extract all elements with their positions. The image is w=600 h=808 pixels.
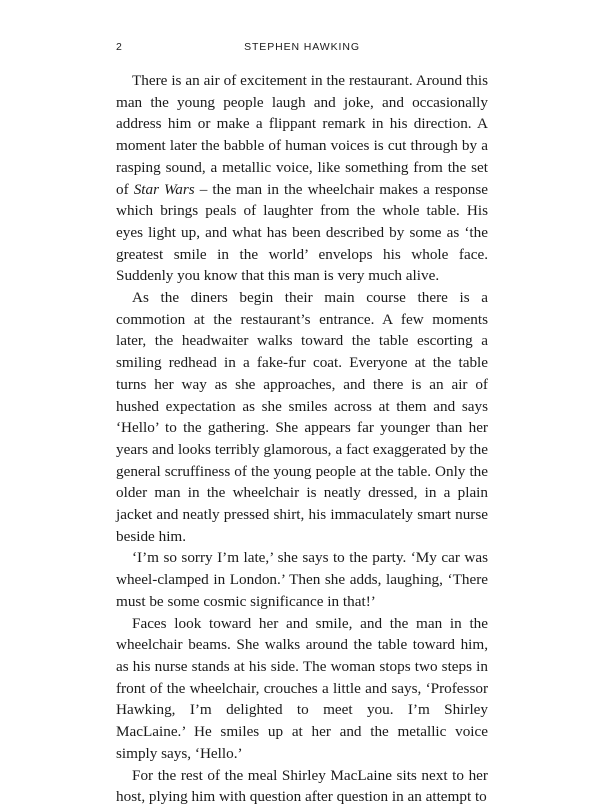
paragraph-1-text-b: – the man in the wheelchair makes a response which brings peals of laughter from the whole table. His eyes light up, and what has been described by some as ‘the greatest smile in the world’ envelops his whole face. Suddenly you know that this man is very much alive. xyxy=(116,180,488,285)
paragraph-3: ‘I’m so sorry I’m late,’ she says to the party. ‘My car was wheel-clamped in London.’ Then she adds, laughing, ‘There must be some cosmic significance in that!’ xyxy=(116,549,488,610)
paragraph-4: Faces look toward her and smile, and the man in the wheelchair beams. She walks around the table toward him, as his nurse stands at his side. The woman stops two steps in front of the wheelchair, crouches a little and says, ‘Professor Hawking, I’m delighted to meet you. I’m Shirley MacLaine.’ He smiles up at her and the metallic voice simply says, ‘Hello.’ xyxy=(116,614,488,762)
paragraph-1-text-a: There is an air of excitement in the restaurant. Around this man the young people laugh and joke, and occasionally address him or make a flippant remark in his direction. A moment later the babble of human voices is cut through by a rasping sound, a metallic voice, like something from the set of xyxy=(116,72,488,198)
page-header xyxy=(116,41,488,55)
paragraph-1 xyxy=(116,70,488,287)
body-text xyxy=(116,70,488,808)
running-head: STEPHEN HAWKING xyxy=(244,41,360,53)
book-title-italic: Star Wars xyxy=(133,180,195,198)
paragraph-2: As the diners begin their main course there is a commotion at the restaurant’s entrance. A few moments later, the headwaiter walks toward the table escorting a smiling redhead in a fake-fur coat. Everyone at the table turns her way as she approaches, and there is an air of hushed expectation as she smiles across at them and says ‘Hello’ to the gathering. She appears far younger than her years and looks terribly glamorous, a fact exaggerated by the general scruffiness of the young people at the table. Only the older man in the wheelchair is neatly dressed, in a plain jacket and neatly pressed shirt, his immaculately smart nurse beside him. xyxy=(116,289,488,545)
paragraph-5: For the rest of the meal Shirley MacLaine sits next to her host, plying him with question after question in an attempt to xyxy=(116,766,488,806)
page-number: 2 xyxy=(116,41,123,53)
